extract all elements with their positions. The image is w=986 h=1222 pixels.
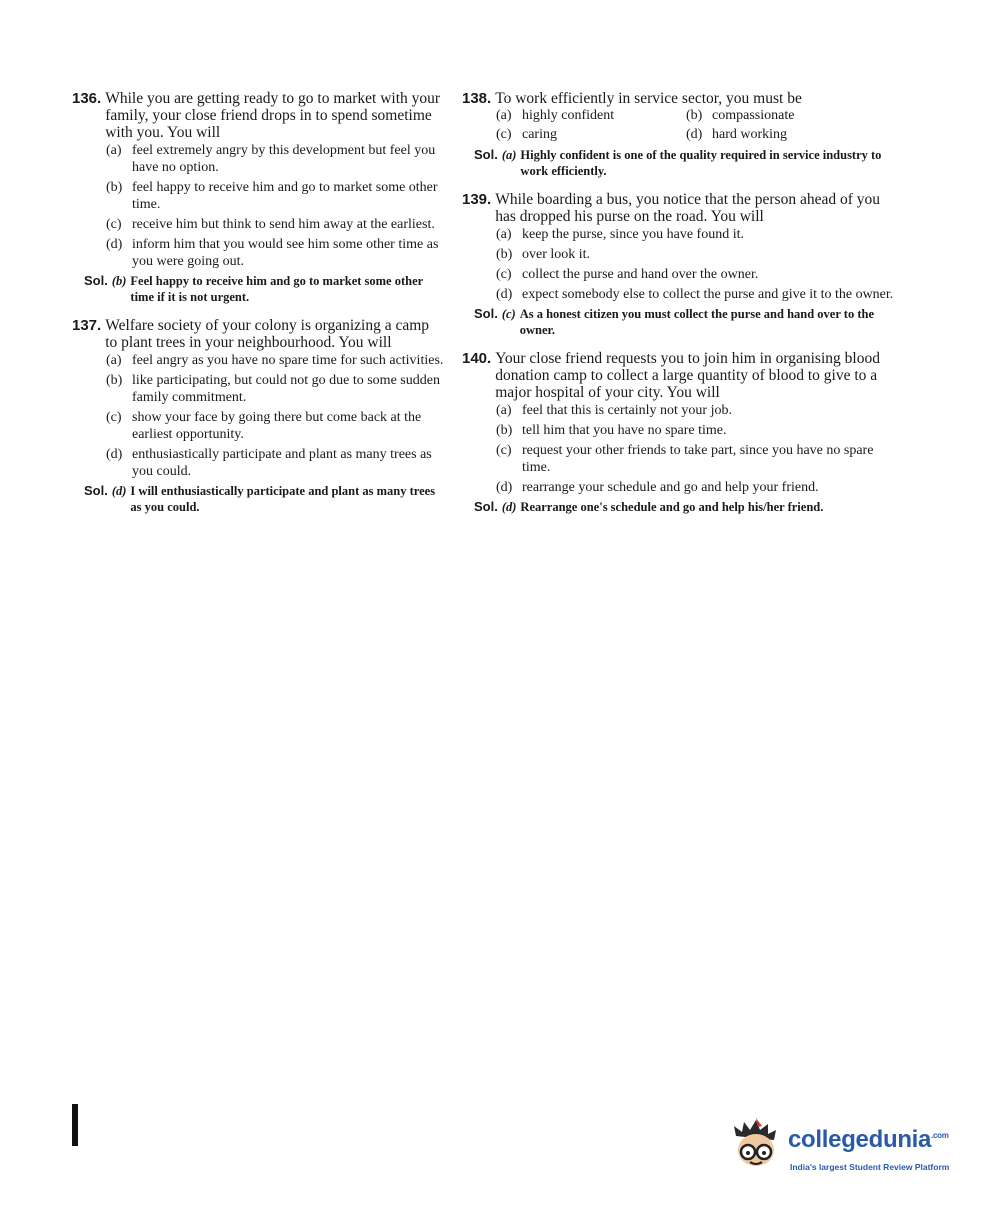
- option-a: [496, 107, 686, 124]
- option-b: [686, 107, 898, 124]
- brand-tagline: India's largest Student Review Platform: [790, 1162, 950, 1172]
- question-text: To work efficiently in service sector, you must be: [495, 90, 802, 107]
- option-d: [686, 126, 898, 143]
- options-list: [106, 352, 444, 480]
- option-label: (a): [106, 143, 122, 158]
- option-text: show your face by going there but come back at the earliest opportunity.: [132, 410, 422, 442]
- option-label: (d): [106, 447, 123, 462]
- option-c: [496, 442, 898, 476]
- option-label: (a): [496, 227, 512, 242]
- solution-label: Sol.: [84, 273, 108, 288]
- option-label: (c): [496, 443, 512, 458]
- brand-name: [788, 1126, 949, 1154]
- question-136: [72, 90, 444, 305]
- option-text: collect the purse and hand over the owner.: [522, 267, 759, 282]
- options-list: [496, 402, 898, 496]
- question-139: [462, 191, 898, 338]
- question-text: Your close friend requests you to join him in organising blood donation camp to collect a large quantity of blood to give to a major hospital of your city. You will: [495, 350, 880, 401]
- question-number: 137.: [72, 317, 102, 334]
- left-column: [72, 90, 444, 527]
- option-text: keep the purse, since you have found it.: [522, 227, 744, 242]
- question-140: [462, 350, 898, 515]
- right-column: [462, 90, 898, 527]
- solution-answer: (b): [111, 274, 127, 288]
- options-grid: [496, 107, 898, 145]
- option-label: (d): [686, 127, 703, 142]
- solution-answer: (d): [501, 500, 517, 514]
- solution-label: Sol.: [84, 483, 108, 498]
- solution-answer: (d): [111, 484, 127, 498]
- option-b: [106, 372, 444, 406]
- question-number: 138.: [462, 90, 492, 107]
- option-label: (d): [496, 480, 513, 495]
- solution-text: I will enthusiastically participate and plant as many trees as you could.: [130, 484, 436, 514]
- option-label: (c): [106, 217, 122, 232]
- option-d: [496, 286, 898, 303]
- option-label: (b): [106, 373, 123, 388]
- solution-answer: (a): [501, 148, 517, 162]
- option-text: feel extremely angry by this development but feel you have no option.: [132, 143, 436, 175]
- solution: [84, 483, 444, 515]
- option-a: [496, 402, 898, 419]
- question-text: While boarding a bus, you notice that the person ahead of you has dropped his purse on the road. You will: [495, 191, 881, 225]
- option-text: feel happy to receive him and go to market some other time.: [132, 180, 438, 212]
- mascot-icon: [730, 1118, 784, 1178]
- option-text: like participating, but could not go due to some sudden family commitment.: [132, 373, 440, 405]
- option-b: [496, 246, 898, 263]
- solution-answer: (c): [501, 307, 516, 321]
- question-text: Welfare society of your colony is organizing a camp to plant trees in your neighbourhood. You will: [105, 317, 430, 351]
- option-c: [106, 409, 444, 443]
- option-label: (d): [106, 237, 123, 252]
- solution-text: Feel happy to receive him and go to market some other time if it is not urgent.: [130, 274, 423, 304]
- option-label: (b): [686, 108, 703, 123]
- option-text: feel that this is certainly not your job.: [522, 403, 732, 418]
- solution: [84, 273, 444, 305]
- solution: [474, 306, 898, 338]
- question-number: 140.: [462, 350, 492, 367]
- brand-suffix: .com: [931, 1131, 949, 1140]
- option-a: [496, 226, 898, 243]
- solution-label: Sol.: [474, 306, 498, 321]
- option-d: [496, 479, 898, 496]
- option-d: [106, 236, 444, 270]
- option-label: (b): [106, 180, 123, 195]
- option-text: expect somebody else to collect the purse and give it to the owner.: [522, 287, 894, 302]
- options-list: [106, 142, 444, 270]
- option-text: highly confident: [522, 108, 615, 123]
- question-138: [462, 90, 898, 179]
- options-list: [496, 226, 898, 303]
- solution: [474, 147, 898, 179]
- option-label: (b): [496, 423, 513, 438]
- option-d: [106, 446, 444, 480]
- solution-label: Sol.: [474, 499, 498, 514]
- option-text: enthusiastically participate and plant as many trees as you could.: [132, 447, 432, 479]
- option-label: (a): [496, 108, 512, 123]
- option-label: (a): [106, 353, 122, 368]
- option-text: hard working: [712, 127, 788, 142]
- solution-text: As a honest citizen you must collect the purse and hand over to the owner.: [519, 307, 874, 337]
- option-text: inform him that you would see him some other time as you were going out.: [132, 237, 439, 269]
- option-c: [106, 216, 444, 233]
- option-a: [106, 142, 444, 176]
- brand-name-text: collegedunia: [788, 1126, 932, 1153]
- option-text: compassionate: [712, 108, 795, 123]
- option-label: (c): [106, 410, 122, 425]
- option-label: (a): [496, 403, 512, 418]
- question-137: [72, 317, 444, 515]
- option-c: [496, 266, 898, 283]
- solution: [474, 499, 898, 515]
- option-text: receive him but think to send him away at the earliest.: [132, 217, 435, 232]
- solution-text: Highly confident is one of the quality required in service industry to work efficiently.: [520, 148, 882, 178]
- question-number: 136.: [72, 90, 102, 107]
- collegedunia-logo: [730, 1118, 960, 1178]
- option-text: feel angry as you have no spare time for such activities.: [132, 353, 444, 368]
- option-label: (c): [496, 127, 512, 142]
- option-text: over look it.: [522, 247, 591, 262]
- question-text: While you are getting ready to go to market with your family, your close friend drops in to spend sometime with you. You will: [105, 90, 441, 141]
- question-number: 139.: [462, 191, 492, 208]
- option-b: [496, 422, 898, 439]
- solution-label: Sol.: [474, 147, 498, 162]
- option-text: caring: [522, 127, 557, 142]
- option-text: rearrange your schedule and go and help your friend.: [522, 480, 819, 495]
- solution-text: Rearrange one's schedule and go and help his/her friend.: [520, 500, 824, 514]
- option-label: (b): [496, 247, 513, 262]
- option-c: [496, 126, 686, 143]
- option-label: (c): [496, 267, 512, 282]
- page-edge-mark: [72, 1104, 78, 1146]
- option-text: request your other friends to take part, since you have no spare time.: [522, 443, 874, 475]
- option-a: [106, 352, 444, 369]
- option-text: tell him that you have no spare time.: [522, 423, 727, 438]
- option-label: (d): [496, 287, 513, 302]
- option-b: [106, 179, 444, 213]
